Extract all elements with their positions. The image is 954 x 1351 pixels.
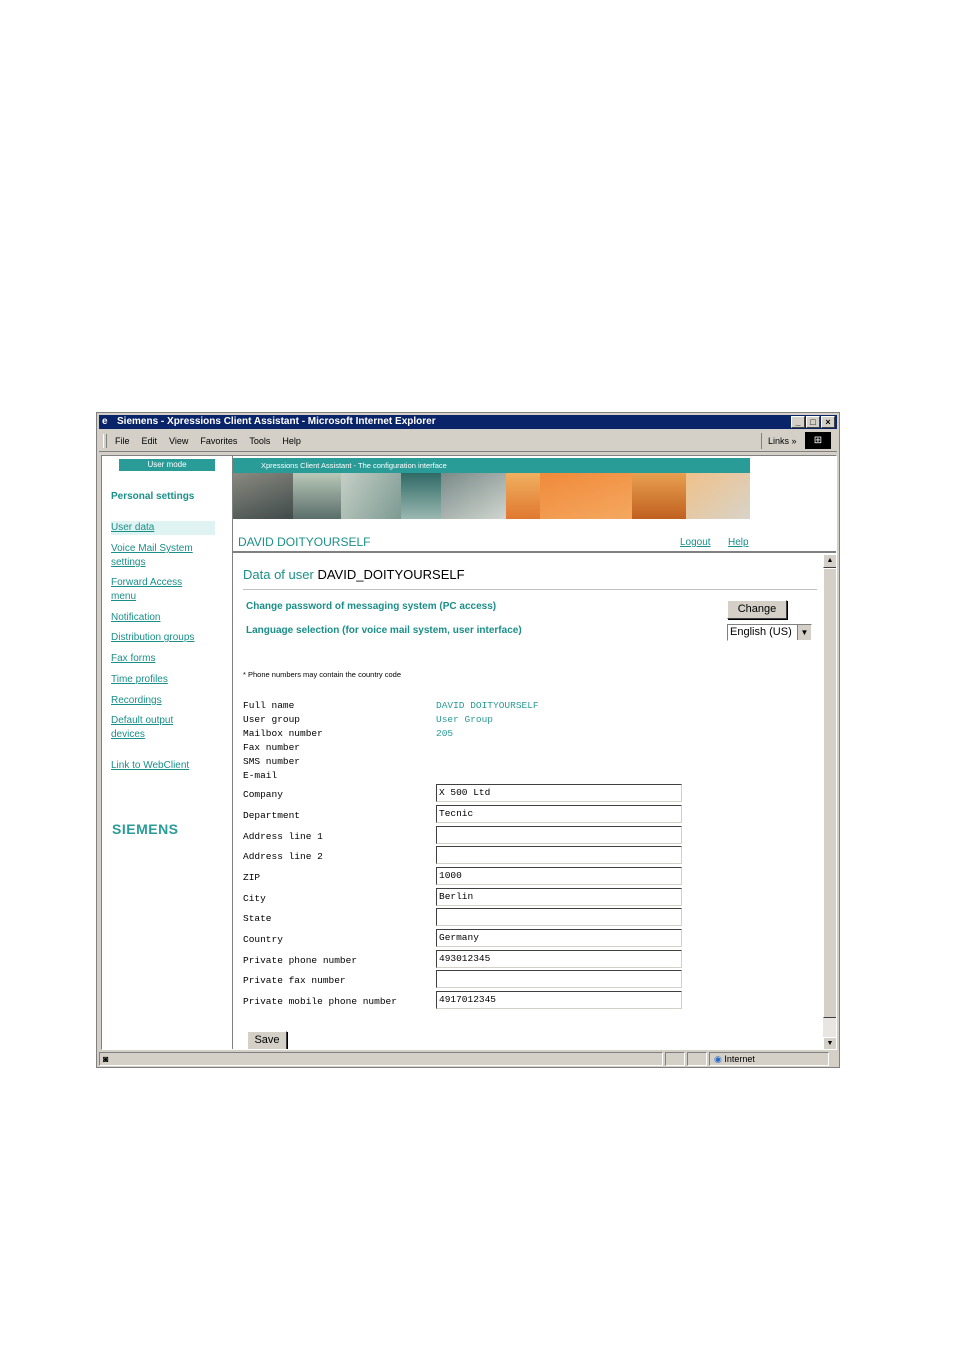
page-title-username: DAVID_DOITYOURSELF — [317, 567, 465, 582]
links-label: Links — [768, 436, 790, 446]
menu-help[interactable]: Help — [282, 436, 301, 446]
status-security — [687, 1052, 707, 1066]
title-bar — [99, 415, 837, 429]
scroll-up-icon[interactable]: ▲ — [823, 554, 837, 568]
help-link[interactable]: Help — [728, 537, 749, 548]
private-phone-field[interactable]: 493012345 — [436, 950, 682, 968]
internet-explorer-icon: e — [102, 416, 108, 427]
zip-label: ZIP — [243, 872, 261, 883]
sidebar-item-voice-mail-settings[interactable]: settings — [111, 557, 146, 568]
sidebar-item-default-output[interactable]: Default output — [111, 715, 174, 726]
sms-number-label: SMS number — [243, 756, 301, 767]
menu-view[interactable]: View — [169, 436, 189, 446]
state-label: State — [243, 913, 272, 924]
user-group-value: User Group — [436, 714, 494, 725]
status-zone — [709, 1052, 829, 1066]
page-title-prefix: Data of user — [243, 567, 314, 582]
private-fax-field[interactable] — [436, 970, 682, 988]
banner-image — [233, 473, 750, 519]
sidebar-item-forward-access[interactable]: Forward Access — [111, 577, 183, 588]
header-divider — [233, 551, 837, 553]
status-main — [99, 1052, 663, 1066]
mailbox-number-value: 205 — [436, 728, 454, 739]
minimize-button[interactable]: _ — [791, 416, 805, 428]
department-label: Department — [243, 810, 301, 821]
status-progress — [665, 1052, 685, 1066]
address-line-2-field[interactable] — [436, 846, 682, 864]
sidebar-item-recordings[interactable]: Recordings — [111, 695, 162, 706]
vertical-scrollbar[interactable] — [823, 554, 837, 1050]
sidebar-item-user-data[interactable]: User data — [111, 521, 215, 535]
address-line-1-field[interactable] — [436, 826, 682, 844]
change-password-label: Change password of messaging system (PC access) — [246, 601, 497, 612]
browser-window — [96, 412, 840, 1068]
toolbar-grip[interactable] — [103, 434, 107, 448]
private-mobile-field[interactable]: 4917012345 — [436, 991, 682, 1009]
sidebar-item-notification[interactable]: Notification — [111, 612, 161, 623]
address-line-1-label: Address line 1 — [243, 831, 323, 842]
chevron-down-icon[interactable]: ▼ — [797, 625, 811, 640]
links-toolbar[interactable] — [761, 433, 797, 449]
city-label: City — [243, 893, 266, 904]
internet-zone-label: Internet — [724, 1054, 755, 1064]
user-mode-badge: User mode — [119, 459, 215, 471]
phone-number-note: * Phone numbers may contain the country code — [243, 670, 402, 679]
change-password-button[interactable]: Change — [727, 600, 787, 619]
links-chevron-icon[interactable]: » — [791, 436, 797, 446]
private-mobile-label: Private mobile phone number — [243, 996, 397, 1007]
full-name-label: Full name — [243, 700, 295, 711]
language-selection-label: Language selection (for voice mail system, user interface) — [246, 625, 522, 636]
logout-link[interactable]: Logout — [680, 537, 711, 548]
window-title: Siemens - Xpressions Client Assistant - Microsoft Internet Explorer — [117, 416, 436, 427]
menu-favorites[interactable]: Favorites — [200, 436, 238, 446]
banner-title: Xpressions Client Assistant - The configuration interface — [233, 458, 750, 473]
close-button[interactable]: × — [821, 416, 835, 428]
company-label: Company — [243, 789, 283, 800]
logged-in-username: DAVID DOITYOURSELF — [238, 535, 371, 549]
private-fax-label: Private fax number — [243, 975, 346, 986]
sidebar-item-time-profiles[interactable]: Time profiles — [111, 674, 168, 685]
user-group-label: User group — [243, 714, 301, 725]
full-name-value: DAVID DOITYOURSELF — [436, 700, 539, 711]
sidebar-item-devices[interactable]: devices — [111, 729, 145, 740]
country-label: Country — [243, 934, 283, 945]
scrollbar-thumb[interactable] — [823, 568, 837, 1018]
city-field[interactable]: Berlin — [436, 888, 682, 906]
page-content — [101, 455, 837, 1050]
mailbox-number-label: Mailbox number — [243, 728, 323, 739]
sidebar-item-link-webclient[interactable]: Link to WebClient — [111, 760, 190, 771]
siemens-logo: SIEMENS — [112, 821, 179, 837]
company-field[interactable]: X 500 Ltd — [436, 784, 682, 802]
country-field[interactable]: Germany — [436, 929, 682, 947]
private-phone-label: Private phone number — [243, 955, 358, 966]
sidebar-item-fax-forms[interactable]: Fax forms — [111, 653, 156, 664]
department-field[interactable]: Tecnic — [436, 805, 682, 823]
title-divider — [243, 589, 817, 590]
maximize-button[interactable]: □ — [806, 416, 820, 428]
email-label: E-mail — [243, 770, 278, 781]
main-panel — [233, 554, 822, 1050]
internet-zone-icon: ◉ — [714, 1054, 722, 1064]
save-button[interactable]: Save — [247, 1031, 287, 1050]
menu-file[interactable]: File — [115, 436, 130, 446]
fax-number-label: Fax number — [243, 742, 301, 753]
sidebar-item-voice-mail-system[interactable]: Voice Mail System — [111, 543, 193, 554]
sidebar-heading: Personal settings — [111, 491, 195, 502]
menu-edit[interactable]: Edit — [141, 436, 158, 446]
sidebar-item-forward-menu[interactable]: menu — [111, 591, 137, 602]
page-status-icon: ◙ — [103, 1054, 109, 1064]
status-bar — [99, 1052, 837, 1066]
windows-logo-icon: ⊞ — [805, 432, 831, 449]
sidebar — [102, 456, 233, 1049]
state-field[interactable] — [436, 908, 682, 926]
language-select[interactable] — [727, 624, 812, 641]
page-title — [243, 567, 465, 582]
menu-bar — [99, 431, 837, 452]
language-select-value: English (US) — [730, 626, 792, 638]
zip-field[interactable]: 1000 — [436, 867, 682, 885]
sidebar-item-distribution-groups[interactable]: Distribution groups — [111, 632, 195, 643]
menu-tools[interactable]: Tools — [249, 436, 271, 446]
scroll-down-icon[interactable]: ▼ — [823, 1037, 837, 1050]
address-line-2-label: Address line 2 — [243, 851, 323, 862]
